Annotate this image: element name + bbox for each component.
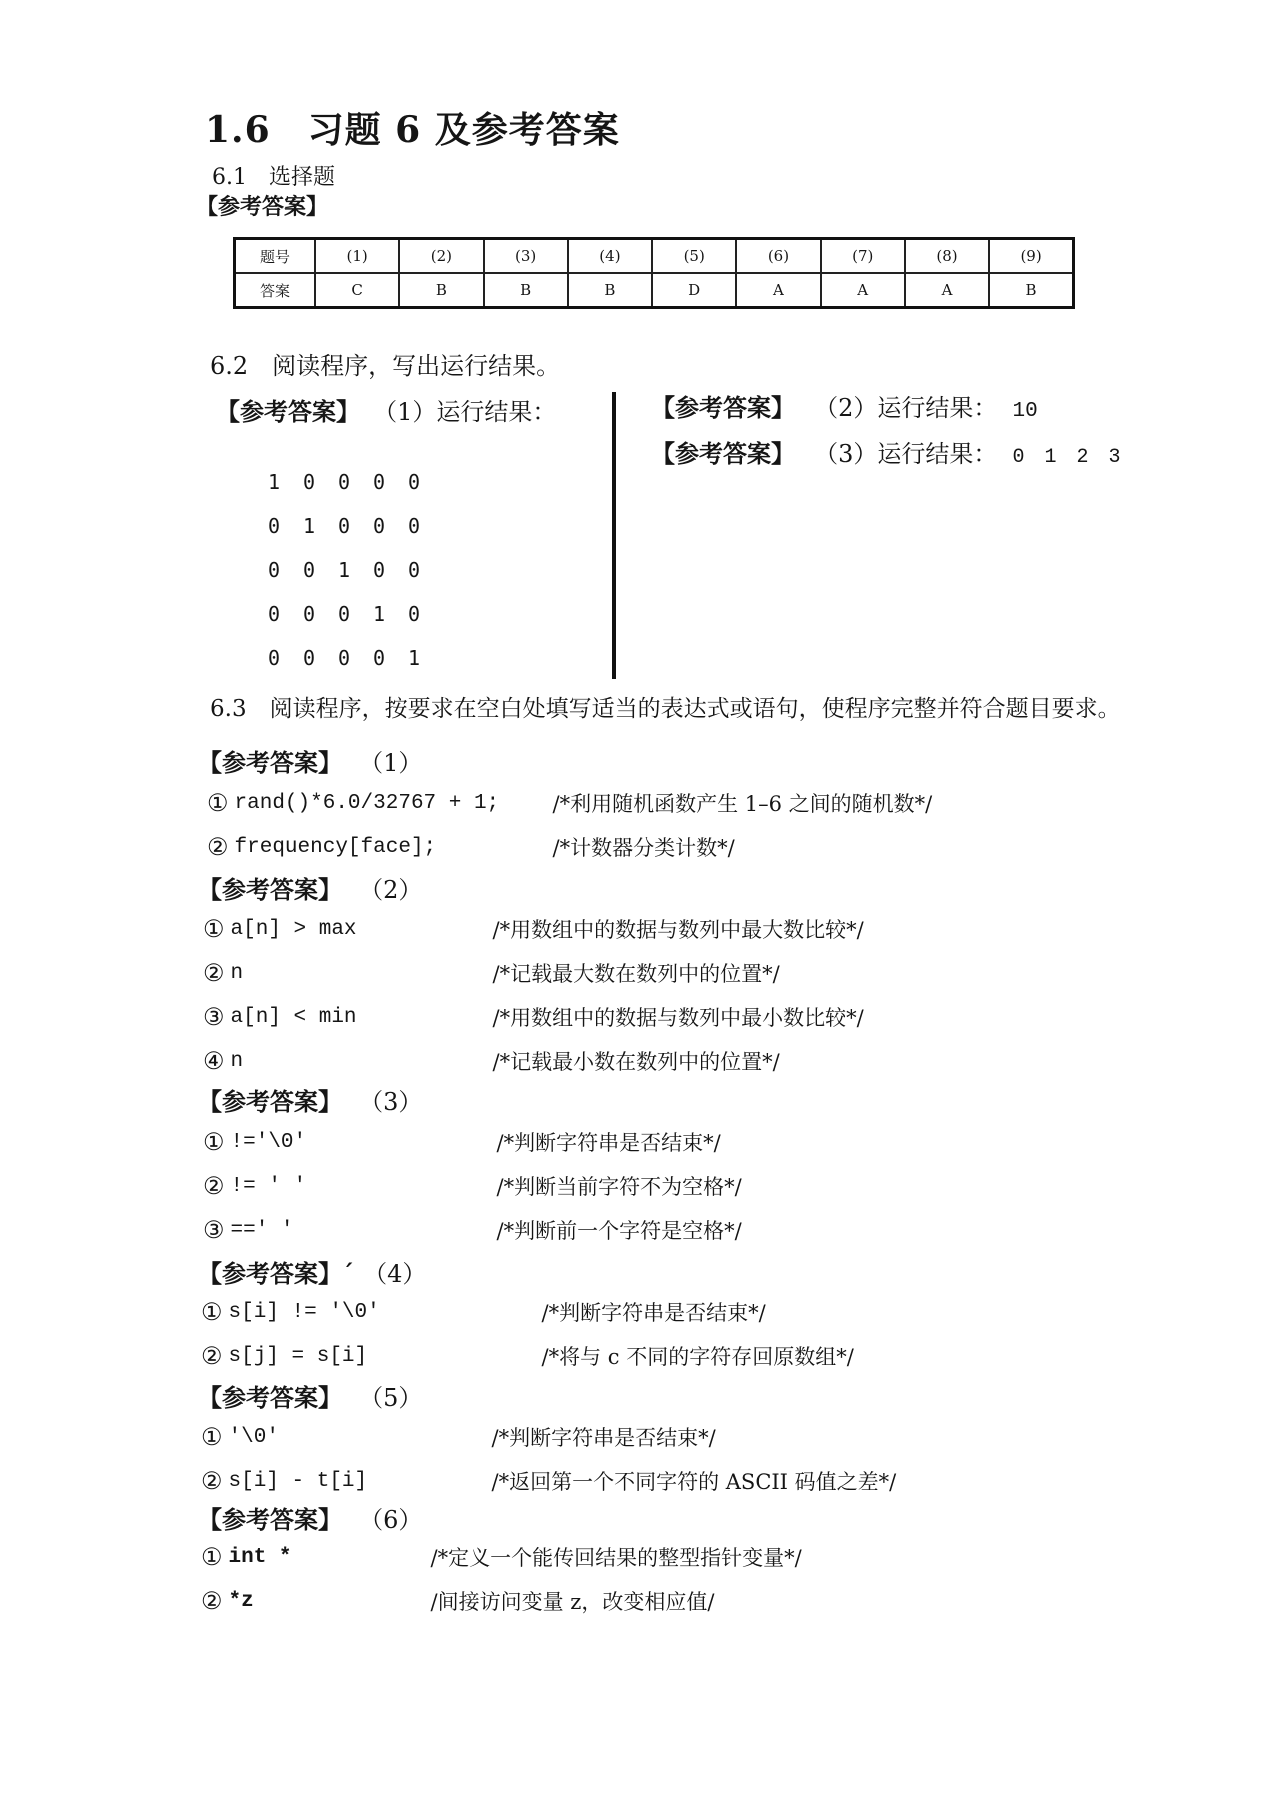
column-divider: [612, 392, 616, 679]
item-comment: /*判断字符串是否结束*/: [541, 1301, 766, 1325]
answer-line: [203, 1215, 742, 1245]
item-code: frequency[face];: [234, 835, 437, 859]
matrix-cell: 0: [303, 646, 316, 670]
matrix-cell: 0: [268, 558, 281, 582]
answer-table-answer-row: [235, 273, 1074, 308]
matrix-cell: 0: [373, 558, 386, 582]
s62-right-value: 0 1 2 3: [1012, 446, 1121, 469]
answer-line: [203, 1046, 780, 1076]
table-number: (7): [821, 239, 905, 274]
s63-group6-header: [198, 1500, 422, 1535]
s63-group-label: 【参考答案】: [198, 748, 342, 777]
s63-group-number: （4）: [363, 1260, 427, 1288]
item-marker: ①: [201, 1423, 223, 1451]
s62-right-value: 10: [1012, 400, 1038, 423]
section-title: 1.6 习题 6 及参考答案: [205, 109, 620, 151]
table-header-label: 题号: [235, 239, 316, 274]
matrix-cell: 0: [373, 646, 386, 670]
s62-right-label: 【参考答案】: [651, 439, 795, 468]
answer-line: [201, 1341, 854, 1371]
item-marker: ②: [203, 959, 225, 987]
answer-table: [233, 237, 1075, 309]
table-answer: B: [989, 273, 1073, 308]
s63-group-label: 【参考答案】: [198, 1383, 342, 1412]
item-code: s[i] - t[i]: [228, 1469, 368, 1493]
s62-left-label: 【参考答案】: [216, 397, 360, 426]
item-code: '\0': [228, 1425, 279, 1449]
table-number: (5): [652, 239, 736, 274]
table-number: (2): [399, 239, 483, 274]
matrix-cell: 0: [373, 470, 386, 494]
item-comment: /*记载最小数在数列中的位置*/: [492, 1050, 780, 1074]
item-marker: ①: [201, 1298, 223, 1326]
table-answer: D: [652, 273, 736, 308]
matrix-cell: 0: [268, 646, 281, 670]
table-number: (9): [989, 239, 1073, 274]
answer-line: [207, 788, 932, 818]
matrix-cell: 0: [338, 646, 351, 670]
s63-group1-header: [198, 743, 422, 778]
item-comment: /*用数组中的数据与数列中最小数比较*/: [492, 1006, 864, 1030]
table-answer: B: [399, 273, 483, 308]
item-code: n: [230, 1049, 244, 1073]
item-marker: ②: [207, 833, 229, 861]
item-code: rand()*6.0/32767 + 1;: [234, 791, 500, 815]
s63-group-number: （2）: [359, 876, 423, 904]
s63-group-number: （5）: [359, 1384, 423, 1412]
s63-group2-header: [198, 870, 422, 905]
matrix-cell: 0: [338, 602, 351, 626]
item-code: s[j] = s[i]: [228, 1344, 368, 1368]
matrix-cell: 1: [338, 558, 351, 582]
s62-right-answer-2: [651, 388, 1038, 423]
matrix-cell: 1: [268, 470, 281, 494]
s62-left-item: （1）运行结果：: [373, 398, 557, 426]
item-marker: ①: [203, 1128, 225, 1156]
matrix-row: [268, 460, 443, 504]
matrix-row: [268, 504, 443, 548]
answer-line: [201, 1542, 802, 1572]
item-comment: /*返回第一个不同字符的 ASCII 码值之差*/: [491, 1470, 897, 1494]
item-marker: ④: [203, 1047, 225, 1075]
s63-group-label: 【参考答案】: [198, 1505, 342, 1534]
s62-heading: 6.2 阅读程序，写出运行结果。: [210, 352, 561, 380]
table-number: (3): [484, 239, 568, 274]
item-comment: /*利用随机函数产生 1–6 之间的随机数*/: [552, 792, 933, 816]
s62-right-label: 【参考答案】: [651, 393, 795, 422]
s63-group5-header: [198, 1378, 422, 1413]
item-comment: /*判断前一个字符是空格*/: [496, 1219, 742, 1243]
item-code: n: [230, 961, 244, 985]
s63-group-number: （1）: [359, 749, 423, 777]
matrix-cell: 0: [303, 602, 316, 626]
s62-right-item: （2）运行结果：: [814, 394, 998, 422]
item-comment: /*将与 c 不同的字符存回原数组*/: [541, 1345, 854, 1369]
item-marker: ②: [201, 1342, 223, 1370]
s61-answer-label: 【参考答案】: [196, 194, 329, 220]
s63-group3-header: [198, 1082, 422, 1117]
item-comment: /*记载最大数在数列中的位置*/: [492, 962, 780, 986]
table-answer: A: [821, 273, 905, 308]
matrix-cell: 1: [408, 646, 421, 670]
item-comment: /*判断当前字符不为空格*/: [496, 1175, 742, 1199]
matrix-row: [268, 548, 443, 592]
item-marker: ②: [203, 1172, 225, 1200]
table-answer: B: [568, 273, 652, 308]
answer-table-number-row: [235, 239, 1074, 274]
answer-line: [203, 958, 780, 988]
s63-group-label: 【参考答案】ˊ: [198, 1259, 354, 1288]
s63-group-number: （6）: [359, 1506, 423, 1534]
item-code: ==' ': [230, 1218, 294, 1242]
item-comment: /*定义一个能传回结果的整型指针变量*/: [430, 1546, 802, 1570]
item-comment: /*计数器分类计数*/: [552, 836, 735, 860]
table-answer: A: [905, 273, 989, 308]
s63-group-label: 【参考答案】: [198, 875, 342, 904]
item-marker: ①: [203, 915, 225, 943]
item-marker: ③: [203, 1216, 225, 1244]
matrix-row: [268, 592, 443, 636]
s63-group-number: （3）: [359, 1088, 423, 1116]
answer-line: [203, 1127, 721, 1157]
table-number: (8): [905, 239, 989, 274]
matrix-cell: 0: [408, 470, 421, 494]
table-number: (4): [568, 239, 652, 274]
matrix-cell: 0: [338, 470, 351, 494]
answer-line: [201, 1422, 716, 1452]
s63-group4-header: [198, 1254, 426, 1289]
item-comment: /*用数组中的数据与数列中最大数比较*/: [492, 918, 864, 942]
item-marker: ③: [203, 1003, 225, 1031]
answer-line: [203, 1171, 742, 1201]
item-comment: /间接访问变量 z，改变相应值/: [430, 1590, 715, 1614]
table-answer: C: [315, 273, 399, 308]
s63-heading: 6.3 阅读程序，按要求在空白处填写适当的表达式或语句，使程序完整并符合题目要求。: [210, 696, 1121, 722]
answer-line: [203, 914, 864, 944]
matrix-cell: 1: [303, 514, 316, 538]
item-marker: ①: [207, 789, 229, 817]
table-number: (6): [736, 239, 820, 274]
matrix-cell: 0: [408, 514, 421, 538]
answer-line: [203, 1002, 864, 1032]
table-answer: A: [736, 273, 820, 308]
answer-line: [201, 1586, 714, 1616]
item-marker: ②: [201, 1587, 223, 1615]
s63-group-label: 【参考答案】: [198, 1087, 342, 1116]
matrix-cell: 0: [303, 470, 316, 494]
s61-heading: 6.1 选择题: [212, 165, 335, 190]
s62-right-answer-3: [651, 434, 1120, 469]
table-answer: B: [484, 273, 568, 308]
answer-line: [201, 1297, 766, 1327]
item-code: != ' ': [230, 1174, 307, 1198]
item-code: a[n] > max: [230, 917, 357, 941]
item-comment: /*判断字符串是否结束*/: [491, 1426, 716, 1450]
item-code: a[n] < min: [230, 1005, 357, 1029]
matrix-cell: 0: [268, 514, 281, 538]
answer-line: [207, 832, 735, 862]
matrix-cell: 0: [408, 558, 421, 582]
table-number: (1): [315, 239, 399, 274]
item-comment: /*判断字符串是否结束*/: [496, 1131, 721, 1155]
item-code: s[i] != '\0': [228, 1300, 380, 1324]
s62-right-item: （3）运行结果：: [814, 440, 998, 468]
s62-left-answer: [216, 392, 556, 427]
matrix-cell: 0: [303, 558, 316, 582]
matrix-cell: 0: [373, 514, 386, 538]
matrix-row: [268, 636, 443, 680]
item-code: int *: [228, 1545, 292, 1569]
matrix-cell: 0: [268, 602, 281, 626]
matrix-cell: 0: [408, 602, 421, 626]
item-marker: ①: [201, 1543, 223, 1571]
item-code: !='\0': [230, 1130, 307, 1154]
table-answer-label: 答案: [235, 273, 316, 308]
matrix-cell: 1: [373, 602, 386, 626]
item-code: *z: [228, 1589, 254, 1613]
s62-matrix: [268, 460, 443, 680]
answer-line: [201, 1466, 896, 1496]
item-marker: ②: [201, 1467, 223, 1495]
matrix-cell: 0: [338, 514, 351, 538]
